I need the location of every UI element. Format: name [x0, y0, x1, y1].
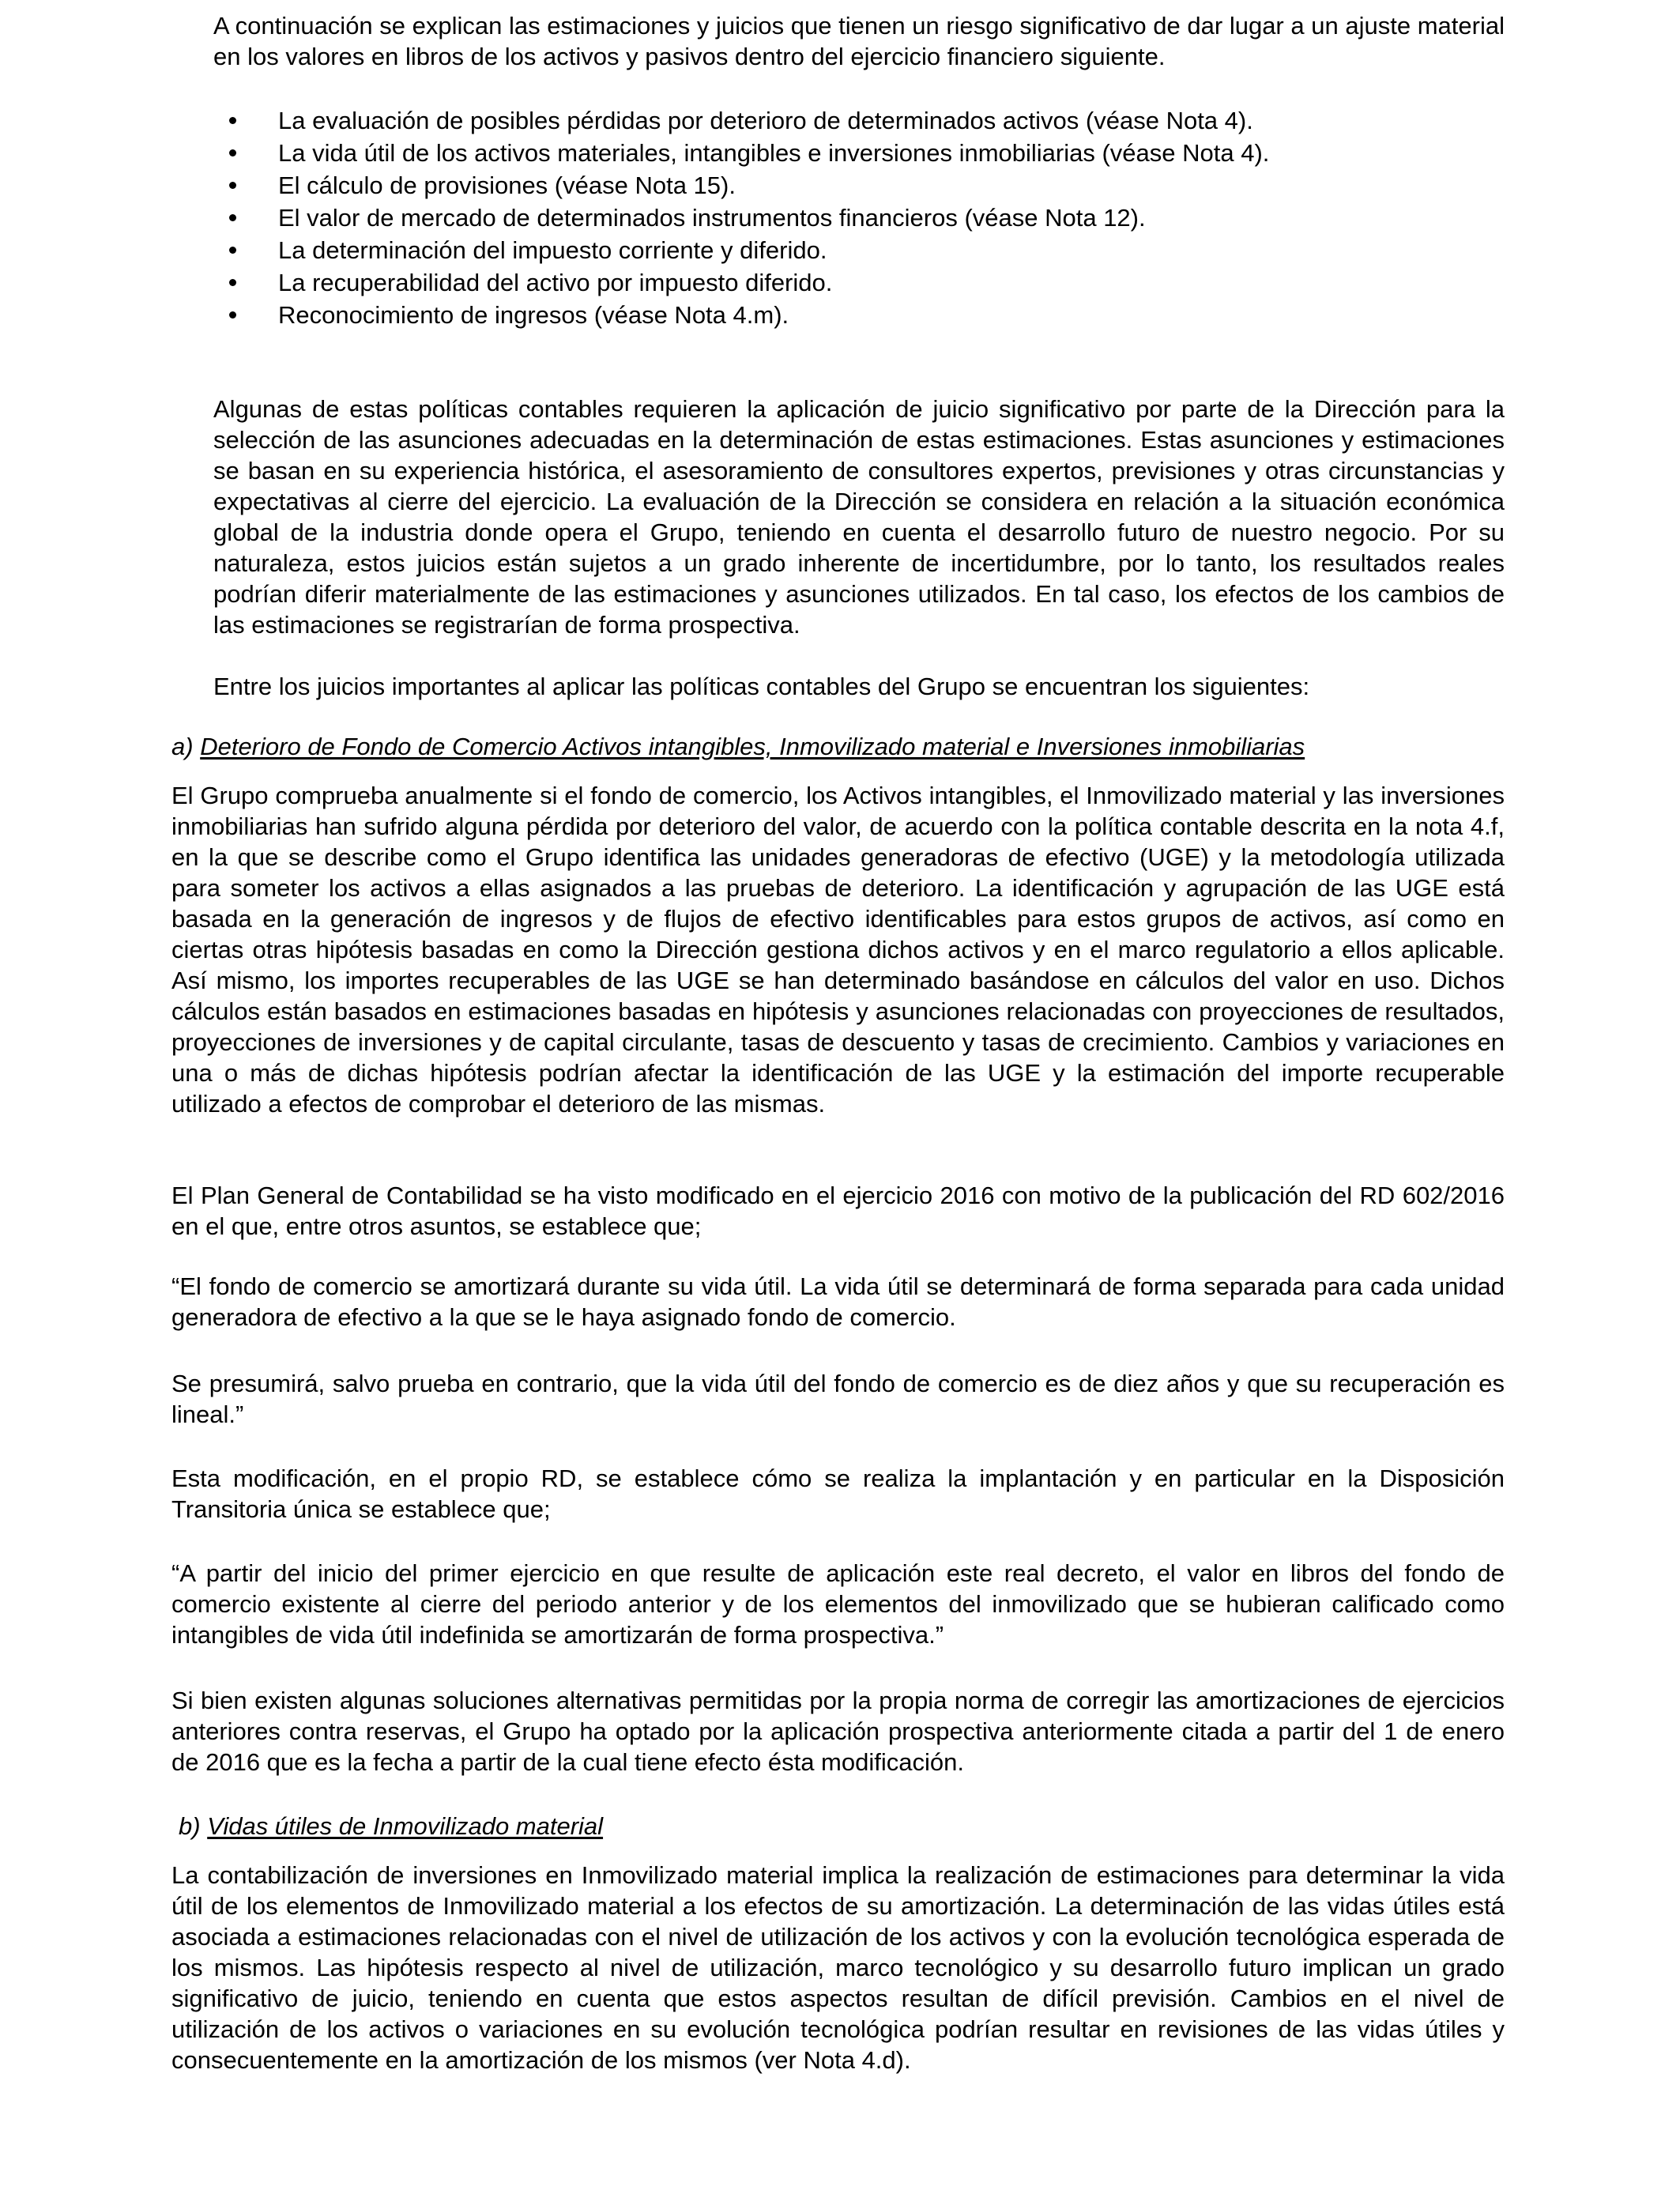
- bullet-icon: [229, 247, 236, 254]
- section-a-paragraph-1: El Grupo comprueba anualmente si el fondo de comercio, los Activos intangibles, el Inmovilizado material y las inversiones inmobiliarias han sufrido alguna pérdida por deterioro del valor, de acuerdo con la política contable descrita en la nota 4.f, en la que se describe como el Grupo identifica las unidades generadoras de efectivo (UGE) y la metodología utilizada para someter los activos a ellas asignados a las pruebas de deterioro. La identificación y agrupación de las UGE está basada en la generación de ingresos y de flujos de efectivo identificables para estos grupos de activos, así como en ciertas otras hipótesis basadas en como la Dirección gestiona dichos activos y en el marco regulatorio a ellos aplicable. Así mismo, los importes recuperables de las UGE se han determinado basándose en cálculos del valor en uso. Dichos cálculos están basados en estimaciones basadas en hipótesis y asunciones relacionadas con proyecciones de resultados, proyecciones de inversiones y de capital circulante, tasas de descuento y tasas de crecimiento. Cambios y variaciones en una o más de dichas hipótesis podrían afectar la identificación de las UGE y la estimación del importe recuperable utilizado a efectos de comprobar el deterioro de las mismas.: [171, 782, 1505, 1118]
- bullet-icon: [229, 311, 236, 319]
- section-a-quote-1: “El fondo de comercio se amortizará durante su vida útil. La vida útil se determinará de forma separada para cada unidad generadora de efectivo a la que se le haya asignado fondo de comercio.: [171, 1272, 1505, 1331]
- section-b-prefix: b): [179, 1812, 201, 1840]
- bullet-icon: [229, 279, 236, 286]
- list-item: El cálculo de provisiones (véase Nota 15).: [213, 169, 1505, 202]
- list-item: La evaluación de posibles pérdidas por deterioro de determinados activos (véase Nota 4).: [213, 104, 1505, 137]
- policies-paragraph: Algunas de estas políticas contables requieren la aplicación de juicio significativo por parte de la Dirección para la selección de las asunciones adecuadas en la determinación de estas estimaciones. Estas asunciones y estimaciones se basan en su experiencia histórica, el asesoramiento de consultores expertos, previsiones y otras circunstancias y expectativas al cierre del ejercicio. La evaluación de la Dirección se considera en relación a la situación económica global de la industria donde opera el Grupo, teniendo en cuenta el desarrollo futuro de nuestro negocio. Por su naturaleza, estos juicios están sujetos a un grado inherente de incertidumbre, por lo tanto, los resultados reales podrían diferir materialmente de las estimaciones y asunciones utilizados. En tal caso, los efectos de los cambios de las estimaciones se registrarían de forma prospectiva.: [213, 395, 1505, 639]
- section-b-heading: [179, 1811, 603, 1842]
- section-a-quote-3: “A partir del inicio del primer ejercicio en que resulte de aplicación este real decreto, el valor en libros del fondo de comercio existente al cierre del periodo anterior y de los elementos del inmovilizado que se hubieran calificado como intangibles de vida útil indefinida se amortizarán de forma prospectiva.”: [171, 1559, 1505, 1649]
- section-a-title: Deterioro de Fondo de Comercio Activos intangibles, Inmovilizado material e Inversiones inmobiliarias: [200, 733, 1305, 760]
- section-a-prefix: a): [171, 733, 194, 760]
- intro-paragraph: A continuación se explican las estimaciones y juicios que tienen un riesgo significativo de dar lugar a un ajuste material en los valores en libros de los activos y pasivos dentro del ejercicio financiero siguiente.: [213, 12, 1505, 70]
- list-item: La recuperabilidad del activo por impuesto diferido.: [213, 266, 1505, 299]
- section-b-title: Vidas útiles de Inmovilizado material: [207, 1812, 604, 1840]
- bullet-icon: [229, 214, 236, 221]
- section-a-paragraph-3: Esta modificación, en el propio RD, se establece cómo se realiza la implantación y en particular en la Disposición Transitoria única se establece que;: [171, 1465, 1505, 1523]
- section-a-heading: [171, 731, 1305, 762]
- section-b-paragraph-1: La contabilización de inversiones en Inmovilizado material implica la realización de estimaciones para determinar la vida útil de los elementos de Inmovilizado material a los efectos de su amortización. La determinación de las vidas útiles está asociada a estimaciones relacionadas con el nivel de utilización de los activos y con la evolución tecnológica esperada de los mismos. Las hipótesis respecto al nivel de utilización, marco tecnológico y su desarrollo futuro implican un grado significativo de juicio, teniendo en cuenta que estos aspectos resultan de difícil previsión. Cambios en el nivel de utilización de los activos o variaciones en su evolución tecnológica podrían resultar en revisiones de las vidas útiles y consecuentemente en la amortización de los mismos (ver Nota 4.d).: [171, 1861, 1505, 2074]
- list-item: La determinación del impuesto corriente y diferido.: [213, 234, 1505, 266]
- bullet-icon: [229, 149, 236, 156]
- bullet-icon: [229, 117, 236, 124]
- estimates-list: [213, 104, 1505, 331]
- bullet-icon: [229, 182, 236, 189]
- section-a-quote-2: Se presumirá, salvo prueba en contrario, que la vida útil del fondo de comercio es de diez años y que su recuperación es lineal.”: [171, 1370, 1505, 1428]
- list-item: El valor de mercado de determinados instrumentos financieros (véase Nota 12).: [213, 202, 1505, 234]
- list-item: La vida útil de los activos materiales, intangibles e inversiones inmobiliarias (véase Nota 4).: [213, 137, 1505, 169]
- section-a-paragraph-2: El Plan General de Contabilidad se ha visto modificado en el ejercicio 2016 con motivo de la publicación del RD 602/2016 en el que, entre otros asuntos, se establece que;: [171, 1182, 1505, 1240]
- section-a-paragraph-4: Si bien existen algunas soluciones alternativas permitidas por la propia norma de corregir las amortizaciones de ejercicios anteriores contra reservas, el Grupo ha optado por la aplicación prospectiva anteriormente citada a partir del 1 de enero de 2016 que es la fecha a partir de la cual tiene efecto ésta modificación.: [171, 1687, 1505, 1776]
- judgements-intro: Entre los juicios importantes al aplicar las políticas contables del Grupo se encuentran los siguientes:: [213, 673, 1310, 700]
- list-item: Reconocimiento de ingresos (véase Nota 4.m).: [213, 299, 1505, 331]
